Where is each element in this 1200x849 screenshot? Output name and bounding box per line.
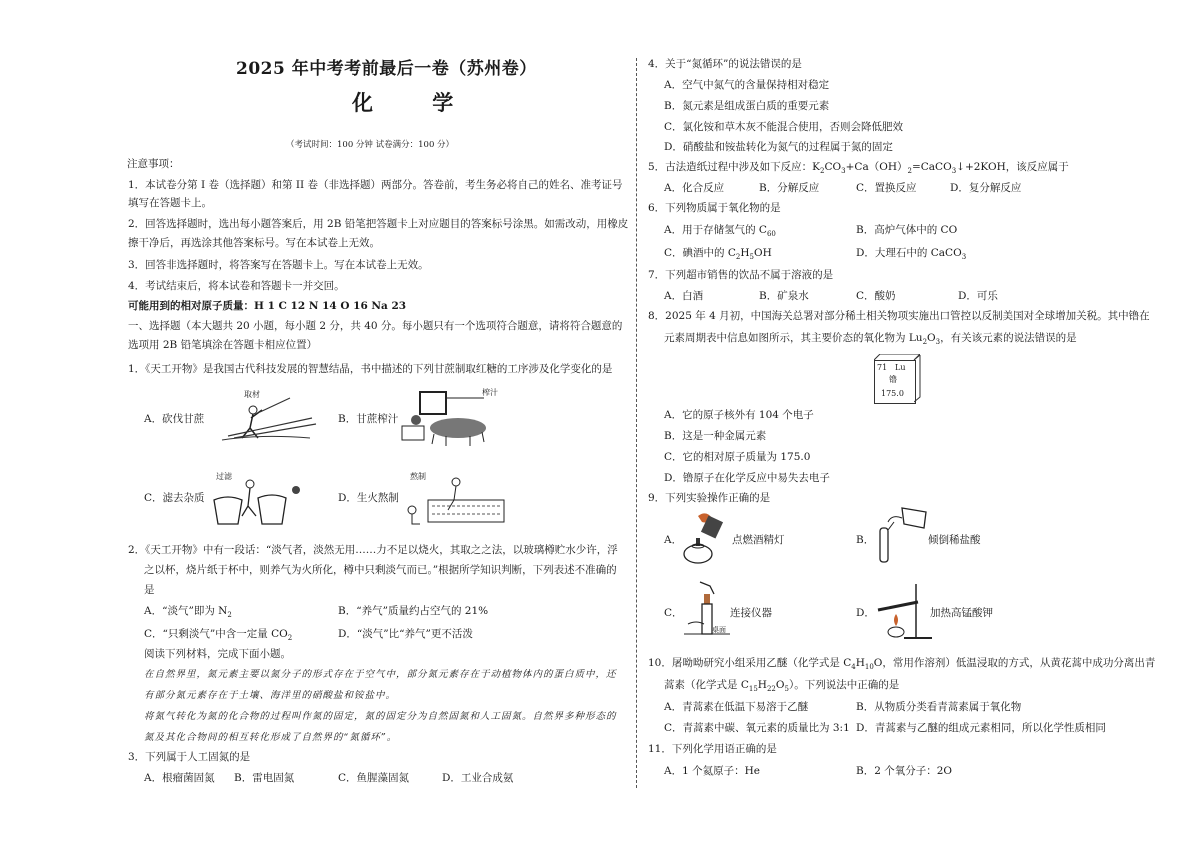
q1-option-b: B．甘蔗榨汁 [338, 413, 399, 425]
reading-paragraph: 氮及其化合物间的相互转化形成了自然界的“氮循环”。 [144, 732, 398, 743]
q11-option-b: B．2 个氧分子：2O [856, 765, 953, 777]
q11-option-a: A．1 个氦原子：He [664, 765, 760, 777]
notice-item: 擦干净后，再选涂其他答案标号。写在本试卷上无效。 [128, 237, 380, 249]
q10-option-c: C．青蒿素中碳、氧元素的质量比为 3:1 [664, 722, 850, 734]
notice-item: 填写在答题卡上。 [128, 197, 212, 209]
element-cell-depth [914, 355, 924, 403]
section-heading: 一、选择题（本大题共 20 小题，每小题 2 分，共 40 分。每小题只有一个选项符合题意，请将符合题意的 [128, 320, 623, 332]
figure-label: 取材 [244, 390, 260, 399]
desk-label: 桌面 [712, 626, 726, 634]
reading-paragraph: 将氮气转化为氮的化合物的过程叫作氮的固定，氮的固定分为自然固氮和人工固氮。自然界多种形态的 [144, 711, 617, 722]
exam-title: 2025 年中考考前最后一卷（苏州卷） [236, 59, 537, 79]
q7-option-c: C．酸奶 [856, 290, 896, 302]
notice-item: 4．考试结束后，将本试卷和答题卡一并交回。 [128, 280, 345, 292]
q10-option-d: D．青蒿素与乙醚的组成元素相同，所以化学性质相同 [856, 722, 1106, 734]
element-cell-mass: 175.0 [881, 389, 904, 398]
q2-option-c: C．“只剩淡气”中含一定量 $CO_2$ [144, 628, 293, 643]
boiling-illustration [402, 470, 510, 528]
q9-option-b-letter: B． [856, 534, 875, 546]
q9-option-c-text: 连接仪器 [730, 607, 772, 619]
pouring-acid-illustration [874, 504, 930, 568]
q7-option-d: D．可乐 [958, 290, 998, 302]
q7-stem: 7．下列超市销售的饮品不属于溶液的是 [648, 269, 834, 281]
reading-intro: 阅读下列材料，完成下面小题。 [144, 648, 291, 660]
cutting-sugarcane-illustration [220, 388, 330, 443]
filtering-illustration [208, 470, 308, 528]
reading-paragraph: 在自然界里，氮元素主要以氮分子的形式存在于空气中，部分氮元素存在于动植物体内的蛋白质中，还 [144, 669, 617, 680]
element-cell-lu [874, 360, 916, 404]
element-cell-name: 镥 [889, 375, 897, 384]
q2-stem-line3: 是 [144, 584, 155, 596]
q4-option-b: B．氮元素是组成蛋白质的重要元素 [664, 100, 830, 112]
column-divider [636, 58, 637, 788]
subject-title: 化 学 [352, 90, 480, 115]
figure-label: 熬制 [410, 472, 426, 481]
q3-stem: 3．下列属于人工固氮的是 [128, 751, 251, 763]
heating-kmno4-illustration [874, 580, 934, 644]
q3-option-a: A．根瘤菌固氮 [144, 772, 215, 784]
q7-option-b: B．矿泉水 [759, 290, 809, 302]
q2-stem-line1: 2．《天工开物》中有一段话：“淡气者，淡然无用……力不足以烧火，其取之之法，以玻璃樽贮水少许，浮 [128, 544, 618, 556]
q9-option-a-letter: A． [664, 534, 683, 546]
atomic-mass-line: 可能用到的相对原子质量：H 1 C 12 N 14 O 16 Na 23 [128, 300, 407, 312]
q8-stem-line2: 元素周期表中信息如图所示，其主要价态的氧化物为 $Lu_2O_3$，有关该元素的说法错误的是 [664, 332, 1077, 347]
figure-label: 榨汁 [482, 388, 498, 397]
q6-option-c: C．碘酒中的 $C_2H_5OH$ [664, 247, 772, 262]
q5-option-d: D．复分解反应 [950, 182, 1022, 194]
q1-stem: 1．《天工开物》是我国古代科技发展的智慧结晶，书中描述的下列甘蔗制取红糖的工序涉及化学变化的是 [128, 363, 613, 375]
element-cell-symbol: Lu [895, 363, 906, 372]
q9-option-d-text: 加热高锰酸钾 [930, 607, 993, 619]
q4-stem: 4．关于“氮循环”的说法错误的是 [648, 58, 802, 70]
q1-option-c: C．滤去杂质 [144, 492, 205, 504]
q2-option-a: A．“淡气”即为 $N_2$ [144, 605, 232, 620]
q8-option-c: C．它的相对原子质量为 175.0 [664, 451, 811, 463]
q3-option-d: D．工业合成氨 [442, 772, 514, 784]
section-heading-cont: 选项用 2B 铅笔填涂在答题卡相应位置） [128, 339, 318, 351]
q10-option-a: A．青蒿素在低温下易溶于乙醚 [664, 701, 809, 713]
figure-label: 过滤 [216, 472, 232, 481]
reading-paragraph: 有部分氮元素存在于土壤、海洋里的硝酸盐和铵盐中。 [144, 690, 397, 701]
q5-option-a: A．化合反应 [664, 182, 725, 194]
q6-stem: 6．下列物质属于氧化物的是 [648, 202, 781, 214]
q10-stem-line1: 10．屠呦呦研究小组采用乙醚（化学式是 $C_4H_{10}O$，常用作溶剂）低温浸取的方式，从黄花蒿中成功分离出青 [648, 657, 1156, 672]
notice-heading: 注意事项： [127, 158, 180, 170]
q10-stem-line2: 蒿素（化学式是 $C_{15}H_{22}O_5$）。下列说法中正确的是 [664, 679, 900, 694]
q1-option-a: A．砍伐甘蔗 [144, 413, 205, 425]
q8-option-b: B．这是一种金属元素 [664, 430, 767, 442]
q6-option-a: A．用于存储氢气的 $C_{60}$ [664, 224, 776, 239]
alcohol-lamp-illustration [678, 510, 730, 566]
q4-option-d: D．硝酸盐和铵盐转化为氮气的过程属于氮的固定 [664, 141, 893, 153]
notice-item: 1．本试卷分第 I 卷（选择题）和第 II 卷（非选择题）两部分。答卷前，考生务必将自己的姓名、准考证号 [128, 179, 623, 191]
q8-stem-line1: 8．2025 年 4 月初，中国海关总署对部分稀土相关物项实施出口管控以反制美国对全球增加关税。其中镥在 [648, 310, 1150, 322]
q1-option-d: D．生火熬制 [338, 492, 399, 504]
element-cell-top [874, 354, 920, 361]
q5-option-c: C．置换反应 [856, 182, 917, 194]
q9-option-b-text: 倾倒稀盐酸 [928, 534, 981, 546]
q5-stem: 5．古法造纸过程中涉及如下反应：$K_2CO_3+Ca(OH)_2=CaCO_3↓+2KOH$，该反应属于 [648, 161, 1069, 176]
q3-option-b: B．雷电固氮 [234, 772, 295, 784]
q2-option-b: B．“养气”质量约占空气的 21% [338, 605, 489, 617]
notice-item: 3．回答非选择题时，将答案写在答题卡上。写在本试卷上无效。 [128, 259, 429, 271]
sugarcane-press-illustration [398, 386, 508, 448]
element-cell-number: 71 [877, 363, 888, 372]
exam-info: （考试时间：100 分钟 试卷满分：100 分） [286, 140, 455, 150]
q9-option-d-letter: D． [856, 607, 875, 619]
q4-option-a: A．空气中氮气的含量保持相对稳定 [664, 79, 830, 91]
q8-option-d: D．镥原子在化学反应中易失去电子 [664, 472, 830, 484]
q2-option-d: D．“淡气”比“养气”更不活泼 [338, 628, 473, 640]
q9-option-c-letter: C． [664, 607, 683, 619]
q11-stem: 11．下列化学用语正确的是 [648, 743, 777, 755]
q8-option-a: A．它的原子核外有 104 个电子 [664, 409, 814, 421]
q2-stem-line2: 之以杯，烧片纸于杯中，则养气为火所化，樽中只剩淡气而已。”根据所学知识判断，下列表述不准确的 [144, 564, 617, 576]
q6-option-b: B．高炉气体中的 CO [856, 224, 958, 236]
q9-stem: 9．下列实验操作正确的是 [648, 492, 771, 504]
q10-option-b: B．从物质分类看青蒿素属于氧化物 [856, 701, 1022, 713]
q6-option-d: D．大理石中的 CaCO$_3$ [856, 247, 967, 262]
notice-item: 2．回答选择题时，选出每小题答案后，用 2B 铅笔把答题卡上对应题目的答案标号涂黑。如需改动，用橡皮 [128, 218, 629, 230]
q4-option-c: C．氯化铵和草木灰不能混合使用，否则会降低肥效 [664, 121, 904, 133]
connecting-apparatus-illustration [684, 580, 732, 644]
q9-option-a-text: 点燃酒精灯 [732, 534, 785, 546]
q5-option-b: B．分解反应 [759, 182, 820, 194]
q3-option-c: C．鱼腥藻固氮 [338, 772, 410, 784]
q7-option-a: A．白酒 [664, 290, 704, 302]
